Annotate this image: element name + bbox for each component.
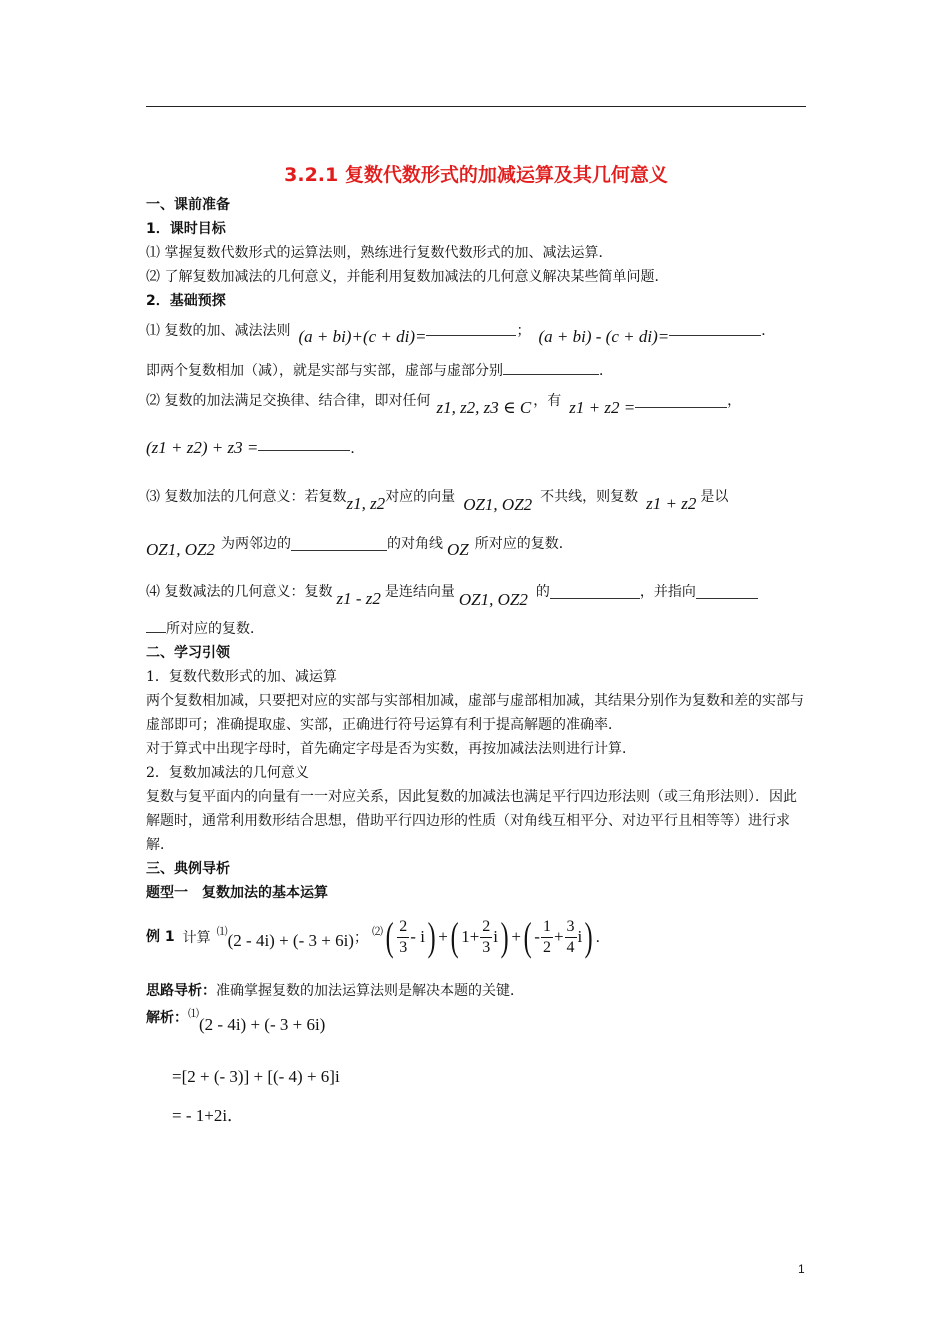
s2-sub2: 2．复数加减法的几何意义 bbox=[146, 765, 309, 781]
question-3 bbox=[146, 479, 806, 513]
numerator: 2 bbox=[397, 917, 409, 938]
example-label: 例 1 bbox=[146, 929, 175, 945]
solution-p1: ⑴ bbox=[188, 1007, 199, 1020]
q4-text: ⑷ 复数减法的几何意义：复数 bbox=[146, 584, 333, 600]
term: i bbox=[493, 927, 499, 946]
q3-sum: z1 + z2 bbox=[646, 494, 697, 513]
q3-mid2: 不共线，则复数 bbox=[540, 489, 639, 505]
solution-step-2: = - 1+2i． bbox=[172, 1106, 245, 1125]
blank bbox=[291, 536, 387, 551]
example-expr1: (2 - 4i) + (- 3 + 6i) bbox=[227, 931, 354, 950]
q2-set: z1, z2, z3 ∈ C bbox=[436, 398, 532, 417]
q3-l2a: 为两邻边的 bbox=[220, 536, 291, 552]
q4-end: 所对应的复数． bbox=[166, 621, 264, 637]
section-heading-1: 一、课前准备 bbox=[146, 197, 230, 213]
blank bbox=[696, 584, 758, 599]
q2-expr2: (z1 + z2) + z3 = bbox=[146, 438, 259, 457]
example-calc: 计算 bbox=[182, 930, 211, 946]
q3-vec2: OZ1, OZ2 bbox=[146, 540, 215, 559]
q3-l2b: 的对角线 bbox=[386, 536, 443, 552]
hint bbox=[146, 979, 806, 1003]
q1-expr-a: (a + bi)+(c + di)= bbox=[298, 327, 427, 346]
q2-have: ，有 bbox=[533, 393, 562, 409]
s2-para1: 两个复数相加减，只要把对应的实部与实部相加减，虚部与虚部相加减，其结果分别作为复数和差的实部与虚部即可；准确提取虚、实部，正确进行符号运算有利于提高解题的准确率． bbox=[146, 693, 804, 733]
section-heading-3: 三、典例导析 bbox=[146, 861, 230, 877]
paren-open: ( bbox=[385, 914, 394, 959]
example-p2: ⑵ bbox=[371, 925, 383, 938]
q1-line2-end: ． bbox=[599, 363, 613, 379]
s2-para2: 对于算式中出现字母时，首先确定字母是否为实数，再按加减法法则进行计算． bbox=[146, 741, 636, 757]
example-1 bbox=[146, 905, 806, 969]
solution-label: 解析： bbox=[146, 1010, 188, 1026]
q4-line2 bbox=[146, 617, 806, 641]
question-3-line2 bbox=[146, 523, 806, 563]
solution bbox=[146, 1003, 806, 1033]
example-expr2 bbox=[383, 914, 596, 959]
blank bbox=[426, 321, 516, 336]
q1-end: ． bbox=[761, 323, 776, 339]
paren-close: ) bbox=[427, 914, 436, 959]
q4-mid3: ，并指向 bbox=[639, 584, 696, 600]
q3-l2c: 所对应的复数． bbox=[474, 536, 573, 552]
term: i bbox=[577, 927, 583, 946]
numerator: 1 bbox=[541, 917, 553, 938]
example-p1: ⑴ bbox=[216, 925, 228, 938]
denominator: 4 bbox=[566, 938, 575, 956]
denominator: 2 bbox=[542, 938, 551, 956]
solution-expr: (2 - 4i) + (- 3 + 6i) bbox=[199, 1015, 326, 1034]
q3-z: z1, z2 bbox=[346, 494, 386, 513]
numerator: 2 bbox=[480, 917, 492, 938]
page-number: 1 bbox=[798, 1262, 805, 1276]
section-heading-2: 二、学习引领 bbox=[146, 645, 230, 661]
goal-2: ⑵ 了解复数加减法的几何意义，并能利用复数加减法的几何意义解决某些简单问题． bbox=[146, 269, 669, 285]
paren-open: ( bbox=[523, 914, 532, 959]
q3-text: ⑶ 复数加法的几何意义：若复数 bbox=[146, 489, 347, 505]
q1-sep: ； bbox=[516, 323, 531, 339]
subheading-preview: 2．基础预探 bbox=[146, 293, 226, 309]
term: - i bbox=[410, 927, 425, 946]
blank bbox=[635, 393, 727, 408]
plus: + bbox=[511, 927, 521, 946]
s2-para3: 复数与复平面内的向量有一一对应关系，因此复数的加减法也满足平行四边形法则（或三角形法则）．因此解题时，通常利用数形结合思想，借助平行四边形的性质（对角线互相平分、对边平行且相等等）进行求解． bbox=[146, 789, 797, 853]
q2-text: ⑵ 复数的加法满足交换律、结合律，即对任何 bbox=[146, 393, 431, 409]
fraction bbox=[541, 917, 553, 958]
denominator: 3 bbox=[482, 938, 491, 956]
fraction bbox=[397, 917, 409, 958]
question-4 bbox=[146, 571, 806, 611]
paren-close: ) bbox=[584, 914, 593, 959]
plus: + bbox=[438, 927, 448, 946]
plus: + bbox=[553, 927, 564, 946]
type-1-heading: 题型一 复数加法的基本运算 bbox=[146, 885, 328, 901]
paren-close: ) bbox=[500, 914, 509, 959]
minus: - bbox=[534, 927, 540, 946]
question-1 bbox=[146, 313, 806, 347]
term: 1+ bbox=[461, 927, 480, 946]
fraction bbox=[480, 917, 492, 958]
example-end: ． bbox=[595, 930, 610, 946]
hint-label: 思路导析： bbox=[146, 983, 216, 999]
paren-open: ( bbox=[450, 914, 459, 959]
example-sep: ； bbox=[353, 930, 368, 946]
numerator: 3 bbox=[565, 917, 577, 938]
q1-expr-b: (a + bi) - (c + di)= bbox=[538, 327, 670, 346]
goal-1: ⑴ 掌握复数代数形式的运算法则，熟练进行复数代数形式的加、减法运算． bbox=[146, 245, 613, 261]
blank bbox=[550, 584, 640, 599]
page-title: 3.2.1 复数代数形式的加减运算及其几何意义 bbox=[284, 164, 668, 186]
q2-comma: ， bbox=[727, 393, 742, 409]
question-2 bbox=[146, 383, 806, 417]
q4-diff: z1 - z2 bbox=[336, 589, 381, 608]
q1-text: ⑴ 复数的加、减法法则 bbox=[146, 323, 291, 339]
q4-mid2: 的 bbox=[535, 584, 550, 600]
hint-text: 准确掌握复数的加法运算法则是解决本题的关键． bbox=[216, 983, 524, 999]
blank bbox=[669, 321, 761, 336]
blank bbox=[258, 436, 350, 451]
blank bbox=[503, 360, 599, 375]
q4-vec: OZ1, OZ2 bbox=[458, 590, 528, 609]
subheading-goals: 1．课时目标 bbox=[146, 221, 226, 237]
q3-vec: OZ1, OZ2 bbox=[463, 495, 533, 514]
denominator: 3 bbox=[399, 938, 408, 956]
header-rule bbox=[146, 106, 806, 107]
q3-mid: 对应的向量 bbox=[385, 489, 456, 505]
q4-mid: 是连结向量 bbox=[384, 584, 455, 600]
q1-line2 bbox=[146, 359, 806, 383]
q3-oz: OZ bbox=[446, 540, 469, 559]
q2-expr: z1 + z2 = bbox=[569, 398, 636, 417]
q3-end: 是以 bbox=[700, 489, 729, 505]
s2-sub1: 1．复数代数形式的加、减运算 bbox=[146, 669, 337, 685]
solution-step-1: =[2 + (- 3)] + [(- 4) + 6]i bbox=[172, 1067, 340, 1086]
question-2-line2 bbox=[146, 423, 806, 473]
document-body bbox=[146, 150, 806, 1126]
q1-line2-text: 即两个复数相加（减），就是实部与实部，虚部与虚部分别 bbox=[146, 363, 503, 379]
fraction bbox=[565, 917, 577, 958]
q2-end: ． bbox=[350, 441, 365, 457]
blank bbox=[146, 618, 166, 633]
